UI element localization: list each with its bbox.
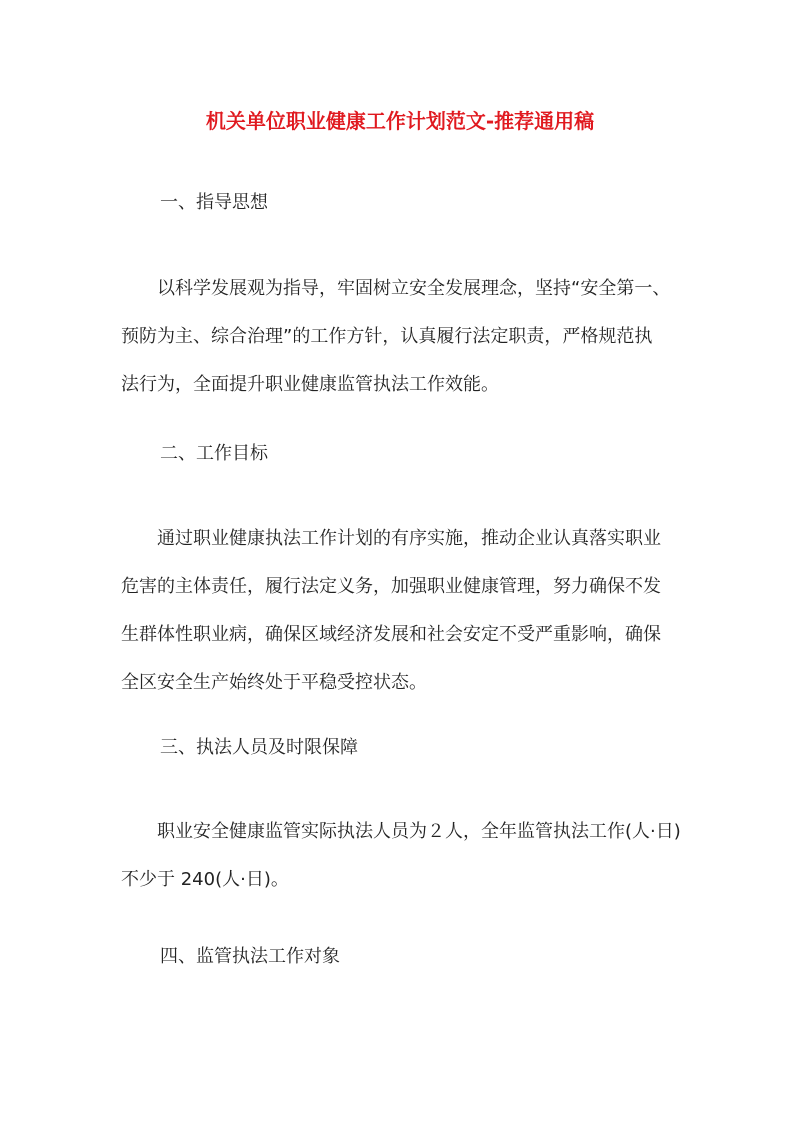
paragraph-line: 不少于 240(人·日)。 xyxy=(121,869,289,890)
paragraph-line: 法行为，全面提升职业健康监管执法工作效能。 xyxy=(121,374,499,395)
document-title: 机关单位职业健康工作计划范文-推荐通用稿 xyxy=(205,109,595,133)
section-paragraph-1 xyxy=(121,274,681,418)
section-paragraph-2 xyxy=(121,524,681,716)
section-paragraph-3 xyxy=(121,817,681,913)
paragraph-line: 以科学发展观为指导，牢固树立安全发展理念，坚持“安全第一、 xyxy=(121,278,671,299)
section-heading-4: 四、监管执法工作对象 xyxy=(160,946,340,967)
section-heading-1: 一、指导思想 xyxy=(160,192,268,213)
paragraph-line: 通过职业健康执法工作计划的有序实施，推动企业认真落实职业 xyxy=(121,528,661,549)
section-heading-2: 二、工作目标 xyxy=(160,443,268,464)
paragraph-line: 全区安全生产始终处于平稳受控状态。 xyxy=(121,672,427,693)
paragraph-line: 预防为主、综合治理”的工作方针，认真履行法定职责，严格规范执 xyxy=(121,326,653,347)
section-heading-3: 三、执法人员及时限保障 xyxy=(160,737,358,758)
paragraph-line: 生群体性职业病，确保区域经济发展和社会安定不受严重影响，确保 xyxy=(121,624,661,645)
paragraph-line: 危害的主体责任，履行法定义务，加强职业健康管理，努力确保不发 xyxy=(121,576,661,597)
paragraph-line: 职业安全健康监管实际执法人员为２人，全年监管执法工作(人·日) xyxy=(121,821,681,842)
